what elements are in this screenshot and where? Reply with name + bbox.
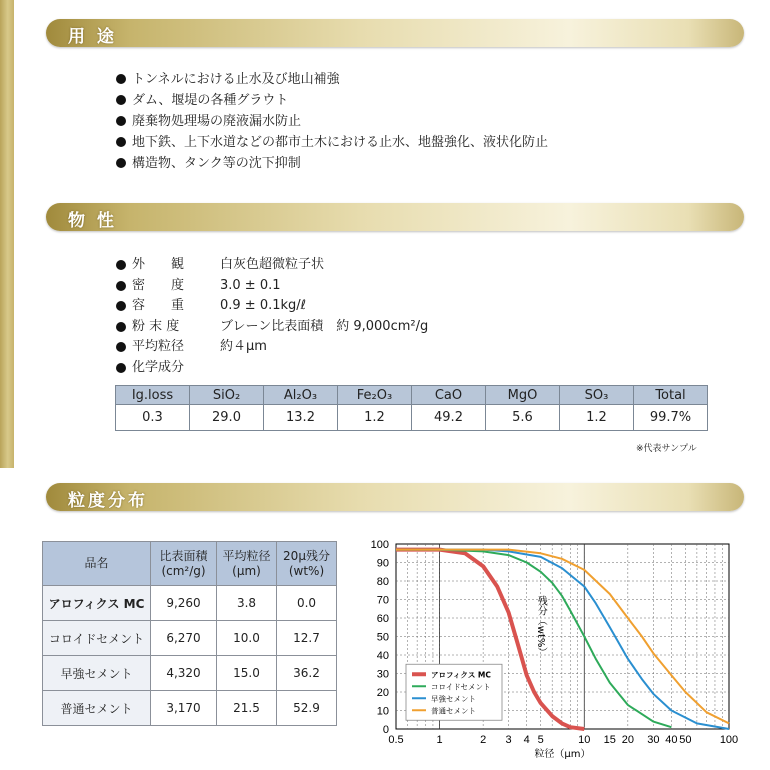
x-tick-label: 40 [665,734,678,746]
usage-item: トンネルにおける止水及び地山補強 [116,69,548,90]
property-key: 平均粒径 [132,339,185,354]
table-cell: 52.9 [277,691,337,726]
particle-size-chart [360,530,765,766]
y-tick-label: 30 [376,668,389,681]
table-cell: 12.7 [277,621,337,656]
table-cell: 3.8 [217,586,277,621]
x-tick-label: 1 [436,734,443,746]
section-header-usage [46,19,744,47]
section-title-properties: 物 性 [68,211,117,231]
table-cell: 5.6 [486,405,560,431]
legend-label: アロフィクス MC [431,670,491,680]
table-cell: 1.2 [560,405,634,431]
column-header: Fe₂O₃ [338,386,412,405]
y-tick-label: 90 [376,557,389,570]
x-tick-label: 2 [480,734,487,746]
legend-label: 早強セメント [431,694,476,704]
property-key: 粉 末 度 [132,318,180,334]
y-tick-label: 80 [376,576,389,588]
y-axis-label: 残分（wt%） [535,595,547,658]
table-row [43,586,337,621]
column-header: MgO [486,386,560,405]
property-key: 容 重 [132,298,185,313]
x-tick-label: 50 [679,734,692,746]
table-cell: 0.0 [277,586,337,621]
usage-item: 構造物、タンク等の沈下抑制 [116,153,548,174]
property-item [116,317,428,338]
property-item [116,255,428,276]
property-value: 白灰色超微粒子状 [220,257,325,272]
particle-size-table [42,541,337,726]
product-name: アロフィクス MC [43,586,151,621]
y-tick-label: 20 [376,687,389,699]
table-cell: 21.5 [217,691,277,726]
column-header: 比表面積 (cm²/g) [151,542,217,586]
property-item [116,296,428,317]
table-row [43,656,337,691]
side-accent-bar [0,0,14,468]
x-tick-label: 15 [603,734,616,746]
column-header: 平均粒径 (μm) [217,542,277,586]
table-cell: 0.3 [116,405,190,431]
table-cell: 3,170 [151,691,217,726]
x-axis-label: 粒径（μm） [534,749,591,760]
table-header-row [116,386,708,405]
x-tick-label: 20 [621,734,634,746]
section-title-usage: 用 途 [68,27,117,47]
y-tick-label: 50 [376,631,389,644]
property-key: 密 度 [132,277,185,293]
y-tick-label: 60 [376,613,389,625]
properties-list [116,255,428,378]
table-row [116,405,708,431]
usage-item: 地下鉄、上下水道などの都市土木における止水、地盤強化、液状化防止 [116,132,548,153]
property-value: 約４μm [220,339,267,354]
property-key: 化学成分 [132,359,185,375]
table-cell: 10.0 [217,621,277,656]
table-cell: 49.2 [412,405,486,431]
table-row [43,691,337,726]
table-cell: 36.2 [277,656,337,691]
table-cell: 9,260 [151,586,217,621]
table-cell: 99.7% [634,405,708,431]
section-header-psd [46,483,744,511]
column-header: 20μ残分 (wt%) [277,542,337,586]
property-value: 0.9 ± 0.1kg/ℓ [220,298,307,313]
x-tick-label: 0.5 [388,734,404,746]
y-tick-label: 100 [370,539,389,551]
y-tick-label: 70 [376,594,389,607]
table-row [43,621,337,656]
table-cell: 1.2 [338,405,412,431]
y-tick-label: 40 [376,650,389,662]
property-value: ブレーン比表面積 約 9,000cm²/g [220,318,429,334]
product-name: 早強セメント [43,656,151,691]
y-tick-label: 0 [382,724,389,736]
property-item [116,276,428,297]
table-header-row [43,542,337,586]
column-header: SiO₂ [190,386,264,405]
product-name: 普通セメント [43,691,151,726]
legend-label: 普通セメント [431,706,476,716]
table-cell: 15.0 [217,656,277,691]
column-header: SO₃ [560,386,634,405]
property-item [116,337,428,358]
x-tick-label: 4 [523,734,530,746]
property-item [116,358,428,379]
product-name: コロイドセメント [43,621,151,656]
column-header: Total [634,386,708,405]
table-cell: 4,320 [151,656,217,691]
x-tick-label: 10 [578,734,591,746]
usage-list [116,69,548,174]
x-tick-label: 5 [537,734,544,746]
table-cell: 6,270 [151,621,217,656]
column-header: 品名 [43,542,151,586]
usage-item: 廃棄物処理場の廃液漏水防止 [116,111,548,132]
y-tick-label: 10 [376,705,389,718]
property-value: 3.0 ± 0.1 [220,277,281,293]
x-tick-label: 3 [505,734,512,746]
usage-item: ダム、堰堤の各種グラウト [116,90,548,111]
x-tick-label: 100 [719,734,739,746]
column-header: Ig.loss [116,386,190,405]
table-cell: 13.2 [264,405,338,431]
column-header: CaO [412,386,486,405]
section-header-properties [46,203,744,231]
column-header: Al₂O₃ [264,386,338,405]
sample-note: ※代表サンプル [636,444,697,454]
legend-label: コロイドセメント [431,682,491,692]
section-title-psd: 粒度分布 [68,491,148,511]
chemical-composition-table [115,385,708,431]
property-key: 外 観 [132,257,185,272]
table-cell: 29.0 [190,405,264,431]
x-tick-label: 30 [647,734,660,746]
